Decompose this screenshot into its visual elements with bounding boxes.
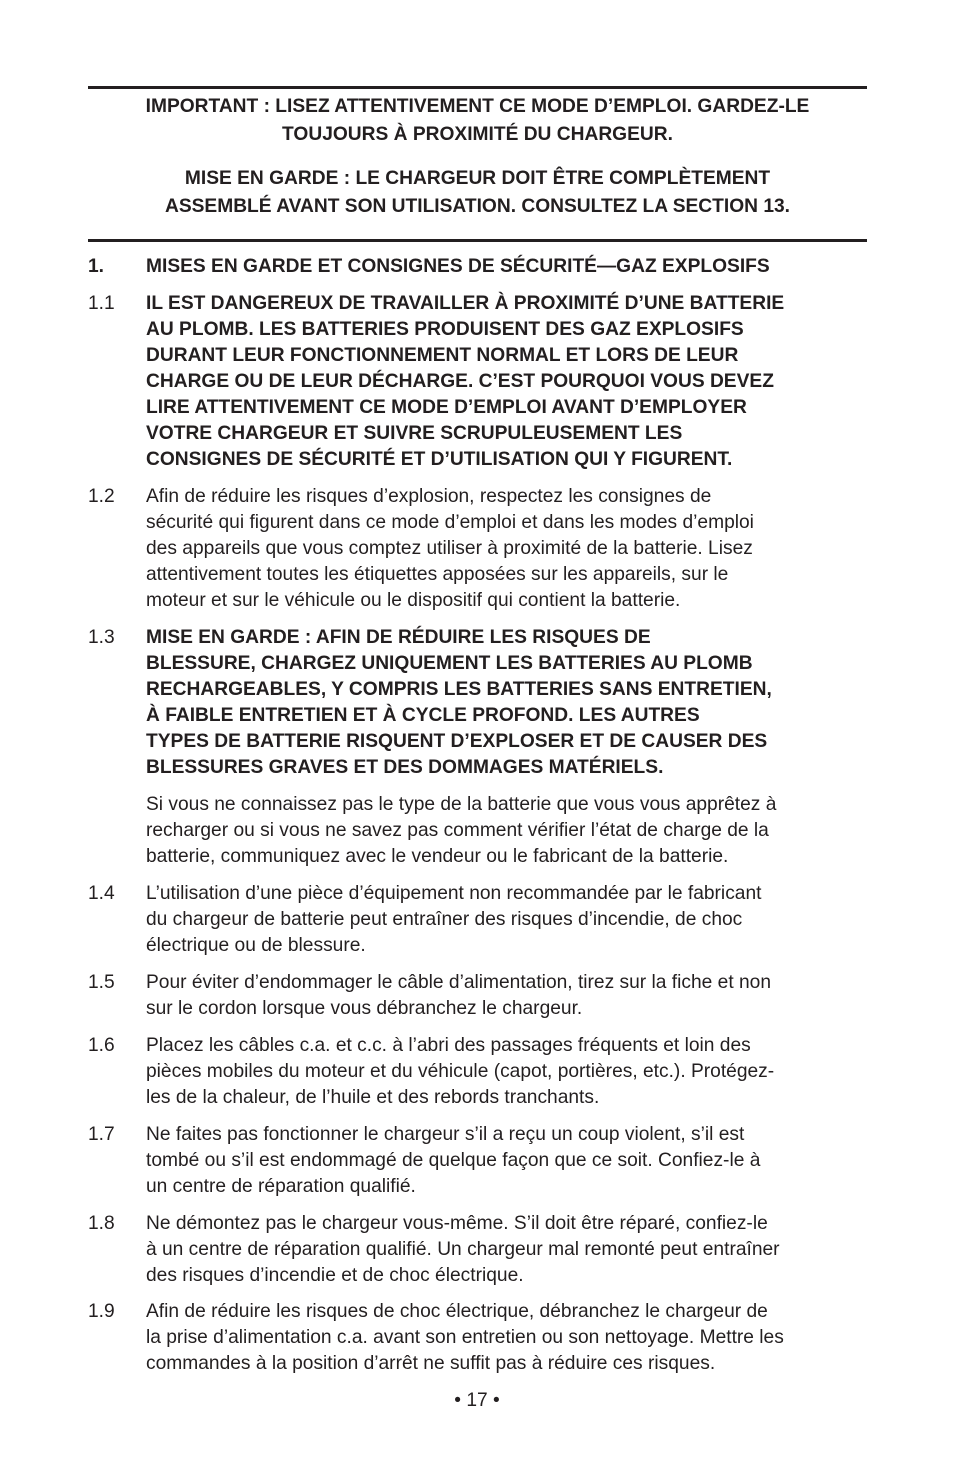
page-number: • 17 • [454, 1390, 500, 1411]
text-line: AU PLOMB. LES BATTERIES PRODUISENT DES GAZ EXPLOSIFS [146, 319, 744, 340]
bottom-rule [88, 239, 867, 242]
item-text [146, 1299, 870, 1377]
text-line: RECHARGEABLES, Y COMPRIS LES BATTERIES SANS ENTRETIEN, [146, 679, 772, 700]
text-line: sur le cordon lorsque vous débranchez le chargeur. [146, 998, 583, 1019]
item-text [146, 970, 870, 1022]
text-line: à un centre de réparation qualifié. Un chargeur mal remonté peut entraîner [146, 1239, 780, 1260]
important-notice-line: IMPORTANT : LISEZ ATTENTIVEMENT CE MODE D’EMPLOI. GARDEZ-LE [145, 96, 810, 117]
item-1-3 [88, 625, 870, 781]
text-line: DURANT LEUR FONCTIONNEMENT NORMAL ET LORS DE LEUR [146, 345, 739, 366]
item-text [146, 484, 870, 614]
item-1-7 [88, 1122, 870, 1200]
item-1-2 [88, 484, 870, 614]
text-line: du chargeur de batterie peut entraîner des risques d’incendie, de choc [146, 909, 743, 930]
item-number: 1.9 [88, 1301, 115, 1322]
text-line: VOTRE CHARGEUR ET SUIVRE SCRUPULEUSEMENT LES [146, 423, 683, 444]
text-line: la prise d’alimentation c.a. avant son entretien ou son nettoyage. Mettre les [146, 1327, 784, 1348]
text-line: les de la chaleur, de l’huile et des rebords tranchants. [146, 1087, 600, 1108]
text-line: tombé ou s’il est endommagé de quelque façon que ce soit. Confiez-le à [146, 1150, 761, 1171]
text-line: recharger ou si vous ne savez pas comment vérifier l’état de charge de la [146, 820, 769, 841]
text-line: À FAIBLE ENTRETIEN ET À CYCLE PROFOND. LES AUTRES [146, 705, 700, 726]
text-line: Afin de réduire les risques d’explosion, respectez les consignes de [146, 486, 712, 507]
text-line: CHARGE OU DE LEUR DÉCHARGE. C’EST POURQUOI VOUS DEVEZ [146, 371, 774, 392]
item-1-8 [88, 1211, 870, 1289]
text-line: Afin de réduire les risques de choc électrique, débranchez le chargeur de [146, 1301, 768, 1322]
item-text [146, 291, 870, 473]
text-line: des appareils que vous comptez utiliser à proximité de la batterie. Lisez [146, 538, 753, 559]
text-line: pièces mobiles du moteur et du véhicule (capot, portières, etc.). Protégez- [146, 1061, 775, 1082]
item-1-6 [88, 1033, 870, 1111]
section-heading [88, 254, 870, 280]
item-text [146, 1033, 870, 1111]
text-line: Pour éviter d’endommager le câble d’alimentation, tirez sur la fiche et non [146, 972, 771, 993]
assembly-warning-line: ASSEMBLÉ AVANT SON UTILISATION. CONSULTEZ LA SECTION 13. [164, 196, 791, 217]
text-line: MISE EN GARDE : AFIN DE RÉDUIRE LES RISQUES DE [146, 627, 651, 648]
item-text [146, 1211, 870, 1289]
text-line: Placez les câbles c.a. et c.c. à l’abri des passages fréquents et loin des [146, 1035, 751, 1056]
item-number: 1.8 [88, 1213, 115, 1234]
item-number: 1.5 [88, 972, 115, 993]
text-line: BLESSURES GRAVES ET DES DOMMAGES MATÉRIELS. [146, 757, 664, 778]
text-line: attentivement toutes les étiquettes apposées sur les appareils, sur le [146, 564, 729, 585]
item-number: 1.7 [88, 1124, 115, 1145]
item-number: 1.6 [88, 1035, 115, 1056]
section-title: MISES EN GARDE ET CONSIGNES DE SÉCURITÉ—GAZ EXPLOSIFS [146, 256, 770, 277]
item-number: 1.1 [88, 293, 115, 314]
assembly-warning-line: MISE EN GARDE : LE CHARGEUR DOIT ÊTRE COMPLÈTEMENT [184, 168, 771, 189]
important-notice [88, 93, 867, 149]
item-1-5 [88, 970, 870, 1022]
text-line: Ne démontez pas le chargeur vous-même. S’il doit être réparé, confiez-le [146, 1213, 768, 1234]
important-notice-line: TOUJOURS À PROXIMITÉ DU CHARGEUR. [282, 124, 673, 145]
text-line: électrique ou de blessure. [146, 935, 366, 956]
text-line: IL EST DANGEREUX DE TRAVAILLER À PROXIMITÉ D’UNE BATTERIE [146, 293, 785, 314]
assembly-warning [88, 165, 867, 221]
text-line: batterie, communiquez avec le vendeur ou le fabricant de la batterie. [146, 846, 729, 867]
text-line: TYPES DE BATTERIE RISQUENT D’EXPLOSER ET DE CAUSER DES [146, 731, 768, 752]
text-line: LIRE ATTENTIVEMENT CE MODE D’EMPLOI AVANT D’EMPLOYER [146, 397, 747, 418]
text-line: L’utilisation d’une pièce d’équipement non recommandée par le fabricant [146, 883, 762, 904]
text-line: Si vous ne connaissez pas le type de la batterie que vous vous apprêtez à [146, 794, 777, 815]
item-text [146, 792, 870, 870]
text-line: BLESSURE, CHARGEZ UNIQUEMENT LES BATTERIES AU PLOMB [146, 653, 753, 674]
item-number: 1.3 [88, 627, 115, 648]
text-line: Ne faites pas fonctionner le chargeur s’il a reçu un coup violent, s’il est [146, 1124, 745, 1145]
item-number: 1.2 [88, 486, 115, 507]
section-number: 1. [88, 256, 105, 277]
text-line: un centre de réparation qualifié. [146, 1176, 416, 1197]
item-1-3-note [88, 792, 870, 870]
top-rule [88, 86, 867, 89]
text-line: moteur et sur le véhicule ou le dispositif qui contient la batterie. [146, 590, 681, 611]
text-line: des risques d’incendie et de choc électrique. [146, 1265, 524, 1286]
item-number: 1.4 [88, 883, 115, 904]
item-1-4 [88, 881, 870, 959]
item-text [146, 1122, 870, 1200]
text-line: CONSIGNES DE SÉCURITÉ ET D’UTILISATION QUI Y FIGURENT. [146, 449, 733, 470]
item-1-1 [88, 291, 870, 473]
item-text [146, 625, 870, 781]
item-text [146, 881, 870, 959]
text-line: commandes à la position d’arrêt ne suffit pas à réduire ces risques. [146, 1353, 716, 1374]
text-line: sécurité qui figurent dans ce mode d’emploi et dans les modes d’emploi [146, 512, 754, 533]
item-1-9 [88, 1299, 870, 1377]
